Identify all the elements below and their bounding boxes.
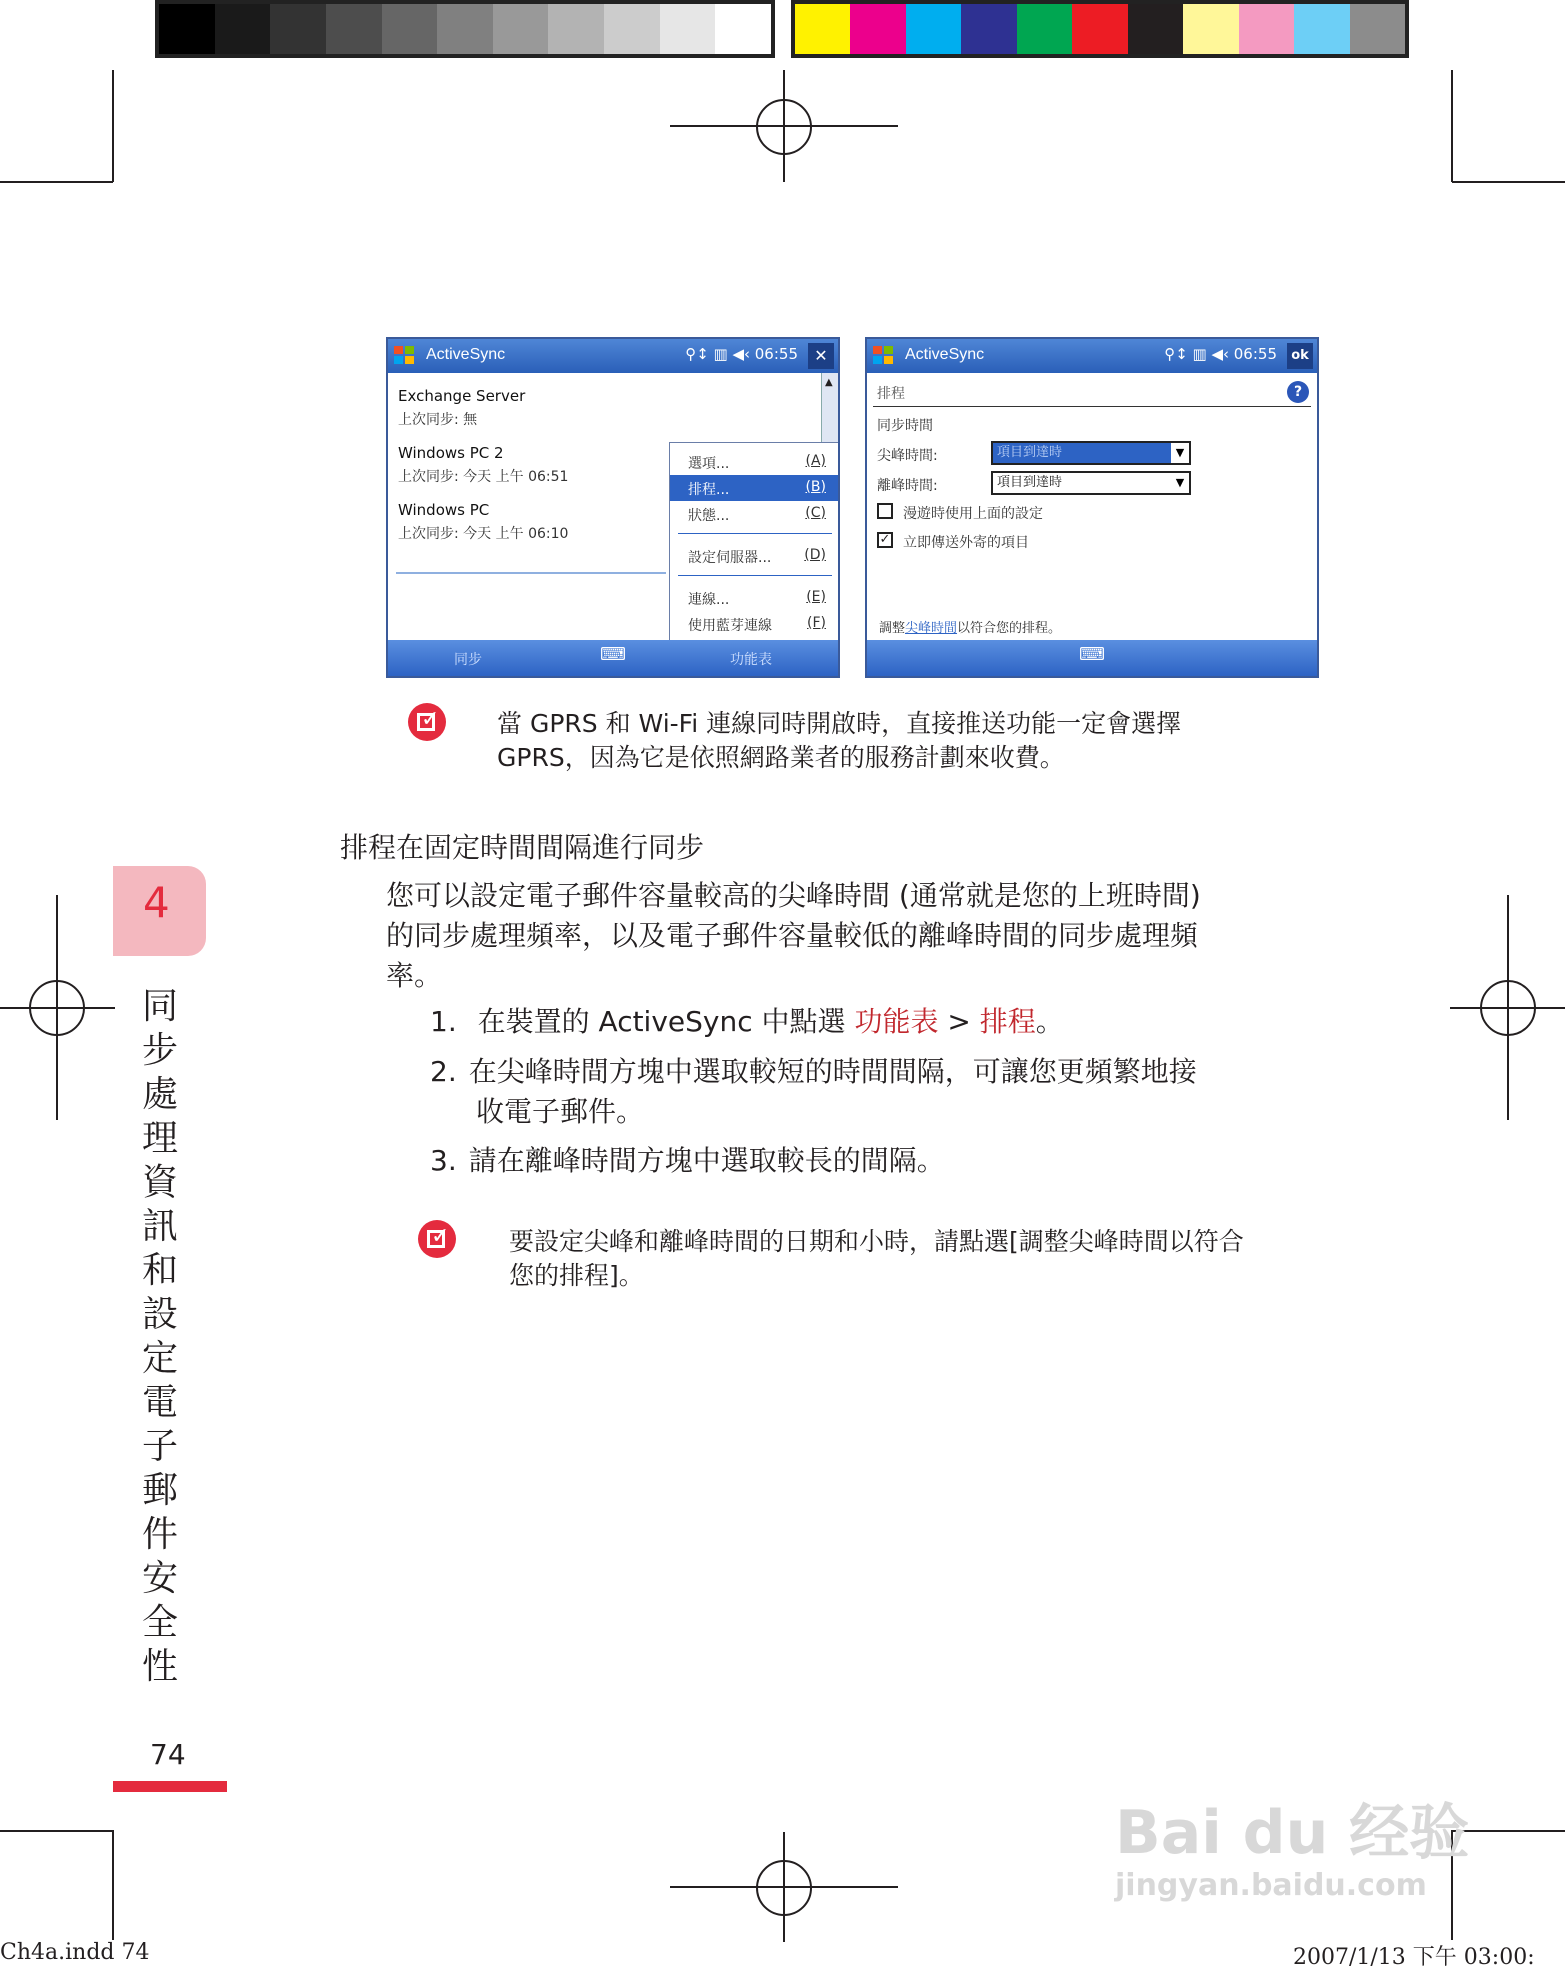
page-number-rule: [113, 1781, 227, 1792]
color-swatch: [1183, 4, 1238, 54]
help-icon[interactable]: ?: [1287, 381, 1309, 403]
context-menu: [669, 442, 840, 644]
chapter-title: 同步處理資訊和設定電子郵件安全性: [141, 986, 178, 1687]
activesync-schedule-screen: [865, 337, 1319, 678]
color-swatch: [1017, 4, 1072, 54]
command-bar: [388, 640, 838, 676]
color-swatch: [850, 4, 905, 54]
gray-swatch: [548, 4, 604, 54]
gray-swatch: [715, 4, 771, 54]
last-sync: 上次同步: 今天 上午 06:10: [398, 526, 569, 542]
gray-swatch: [493, 4, 549, 54]
menu-item-configure-server[interactable]: 設定伺服器... (D): [688, 547, 826, 566]
title-bar: [867, 339, 1317, 373]
partnership-name: Windows PC 2: [398, 444, 504, 462]
peak-label: 尖峰時間:: [877, 448, 938, 464]
color-swatch: [906, 4, 961, 54]
footer-timestamp: 2007/1/13 下午 03:00:: [1293, 1945, 1535, 1970]
menu-item-status[interactable]: 狀態... (C): [688, 505, 826, 524]
color-swatch: [1072, 4, 1127, 54]
menu-item-connections[interactable]: 連線... (E): [688, 589, 826, 608]
app-title: ActiveSync: [905, 346, 985, 363]
roaming-label: 漫遊時使用上面的設定: [903, 506, 1043, 522]
gray-swatch: [270, 4, 326, 54]
send-outgoing-checkbox[interactable]: ✓: [877, 532, 893, 548]
gray-swatch: [604, 4, 660, 54]
send-outgoing-label: 立即傳送外寄的項目: [903, 535, 1029, 551]
color-swatch: [1239, 4, 1294, 54]
menu-reference: 功能表: [854, 1005, 939, 1038]
step-item: 3. 請在離峰時間方塊中選取較長的間隔。: [430, 1144, 945, 1177]
partnership-name: Exchange Server: [398, 387, 526, 405]
peak-time-dropdown[interactable]: 項目到達時 ▼: [991, 441, 1191, 465]
gray-swatch: [382, 4, 438, 54]
activesync-screen-menu: [386, 337, 840, 678]
command-bar: [867, 640, 1317, 676]
partnership-name: Windows PC: [398, 501, 490, 519]
menu-softkey[interactable]: 功能表: [730, 652, 772, 668]
section-title: 排程: [877, 386, 905, 402]
title-bar: [388, 339, 838, 373]
offpeak-time-dropdown[interactable]: 項目到達時 ▼: [991, 471, 1191, 495]
schedule-reference: 排程: [979, 1005, 1036, 1038]
chapter-number: 4: [143, 878, 170, 927]
footer-file-info: Ch4a.indd 74: [0, 1940, 150, 1965]
note-check-icon: ✓: [408, 703, 446, 741]
baidu-watermark: Bai du 经验: [1115, 1798, 1470, 1868]
keyboard-icon[interactable]: ⌨: [600, 644, 626, 665]
page-number: 74: [150, 1738, 186, 1771]
baidu-watermark-url: jingyan.baidu.com: [1115, 1868, 1427, 1903]
gray-color-bar: [155, 0, 775, 58]
chevron-down-icon: ▼: [1171, 443, 1189, 463]
divider: [396, 572, 666, 574]
keyboard-icon[interactable]: ⌨: [1079, 644, 1105, 665]
group-label: 同步時間: [877, 418, 933, 434]
color-swatch: [961, 4, 1016, 54]
body-paragraph: 您可以設定電子郵件容量較高的尖峰時間 (通常就是您的上班時間) 的同步處理頻率，以及電子郵件容量較低的離峰時間的同步處理頻 率。: [386, 879, 1201, 992]
section-heading: 排程在固定時間間隔進行同步: [340, 831, 705, 864]
note-text: 當 GPRS 和 Wi-Fi 連線同時開啟時，直接推送功能一定會選擇 GPRS，因為它是依照網路業者的服務計劃來收費。: [497, 709, 1182, 772]
note-text: 要設定尖峰和離峰時間的日期和小時，請點選[調整尖峰時間以符合 您的排程]。: [509, 1227, 1244, 1290]
color-swatch: [1128, 4, 1183, 54]
cmyk-color-bar: [791, 0, 1409, 58]
offpeak-label: 離峰時間:: [877, 478, 938, 494]
adjust-link-line: 調整尖峰時間以符合您的排程。: [879, 621, 1062, 636]
menu-item-bluetooth[interactable]: 使用藍芽連線 (F): [688, 615, 826, 634]
adjust-peak-link[interactable]: 尖峰時間: [905, 621, 958, 636]
gray-swatch: [215, 4, 271, 54]
gray-swatch: [326, 4, 382, 54]
divider: [873, 406, 1311, 407]
menu-item-options[interactable]: 選項... (A): [688, 453, 826, 472]
menu-item-schedule[interactable]: 排程... (B): [670, 475, 840, 501]
gray-swatch: [660, 4, 716, 54]
chevron-down-icon: ▼: [1171, 473, 1189, 493]
ok-button[interactable]: ok: [1287, 343, 1313, 369]
status-icons: ⚲↕ ▥ ◀‹ 06:55: [1164, 345, 1277, 363]
status-icons: ⚲↕ ▥ ◀‹ 06:55: [685, 345, 798, 363]
scrollbar[interactable]: ▲: [821, 373, 838, 443]
color-swatch: [1294, 4, 1349, 54]
roaming-checkbox[interactable]: [877, 503, 893, 519]
gray-swatch: [159, 4, 215, 54]
step-item: 2. 在尖峰時間方塊中選取較短的時間間隔，可讓您更頻繁地接 收電子郵件。: [430, 1055, 1197, 1128]
windows-start-icon[interactable]: [392, 343, 416, 367]
gray-swatch: [437, 4, 493, 54]
step-item: 1. 在裝置的 ActiveSync 中點選 功能表 > 排程。: [430, 1005, 1064, 1038]
note-check-icon: ✓: [418, 1220, 456, 1258]
color-swatch: [1350, 4, 1405, 54]
sync-softkey[interactable]: 同步: [454, 652, 482, 668]
app-title: ActiveSync: [426, 346, 506, 363]
windows-start-icon[interactable]: [871, 343, 895, 367]
close-button[interactable]: ✕: [808, 343, 834, 369]
last-sync: 上次同步: 今天 上午 06:51: [398, 469, 569, 485]
last-sync: 上次同步: 無: [398, 412, 478, 428]
color-swatch: [795, 4, 850, 54]
